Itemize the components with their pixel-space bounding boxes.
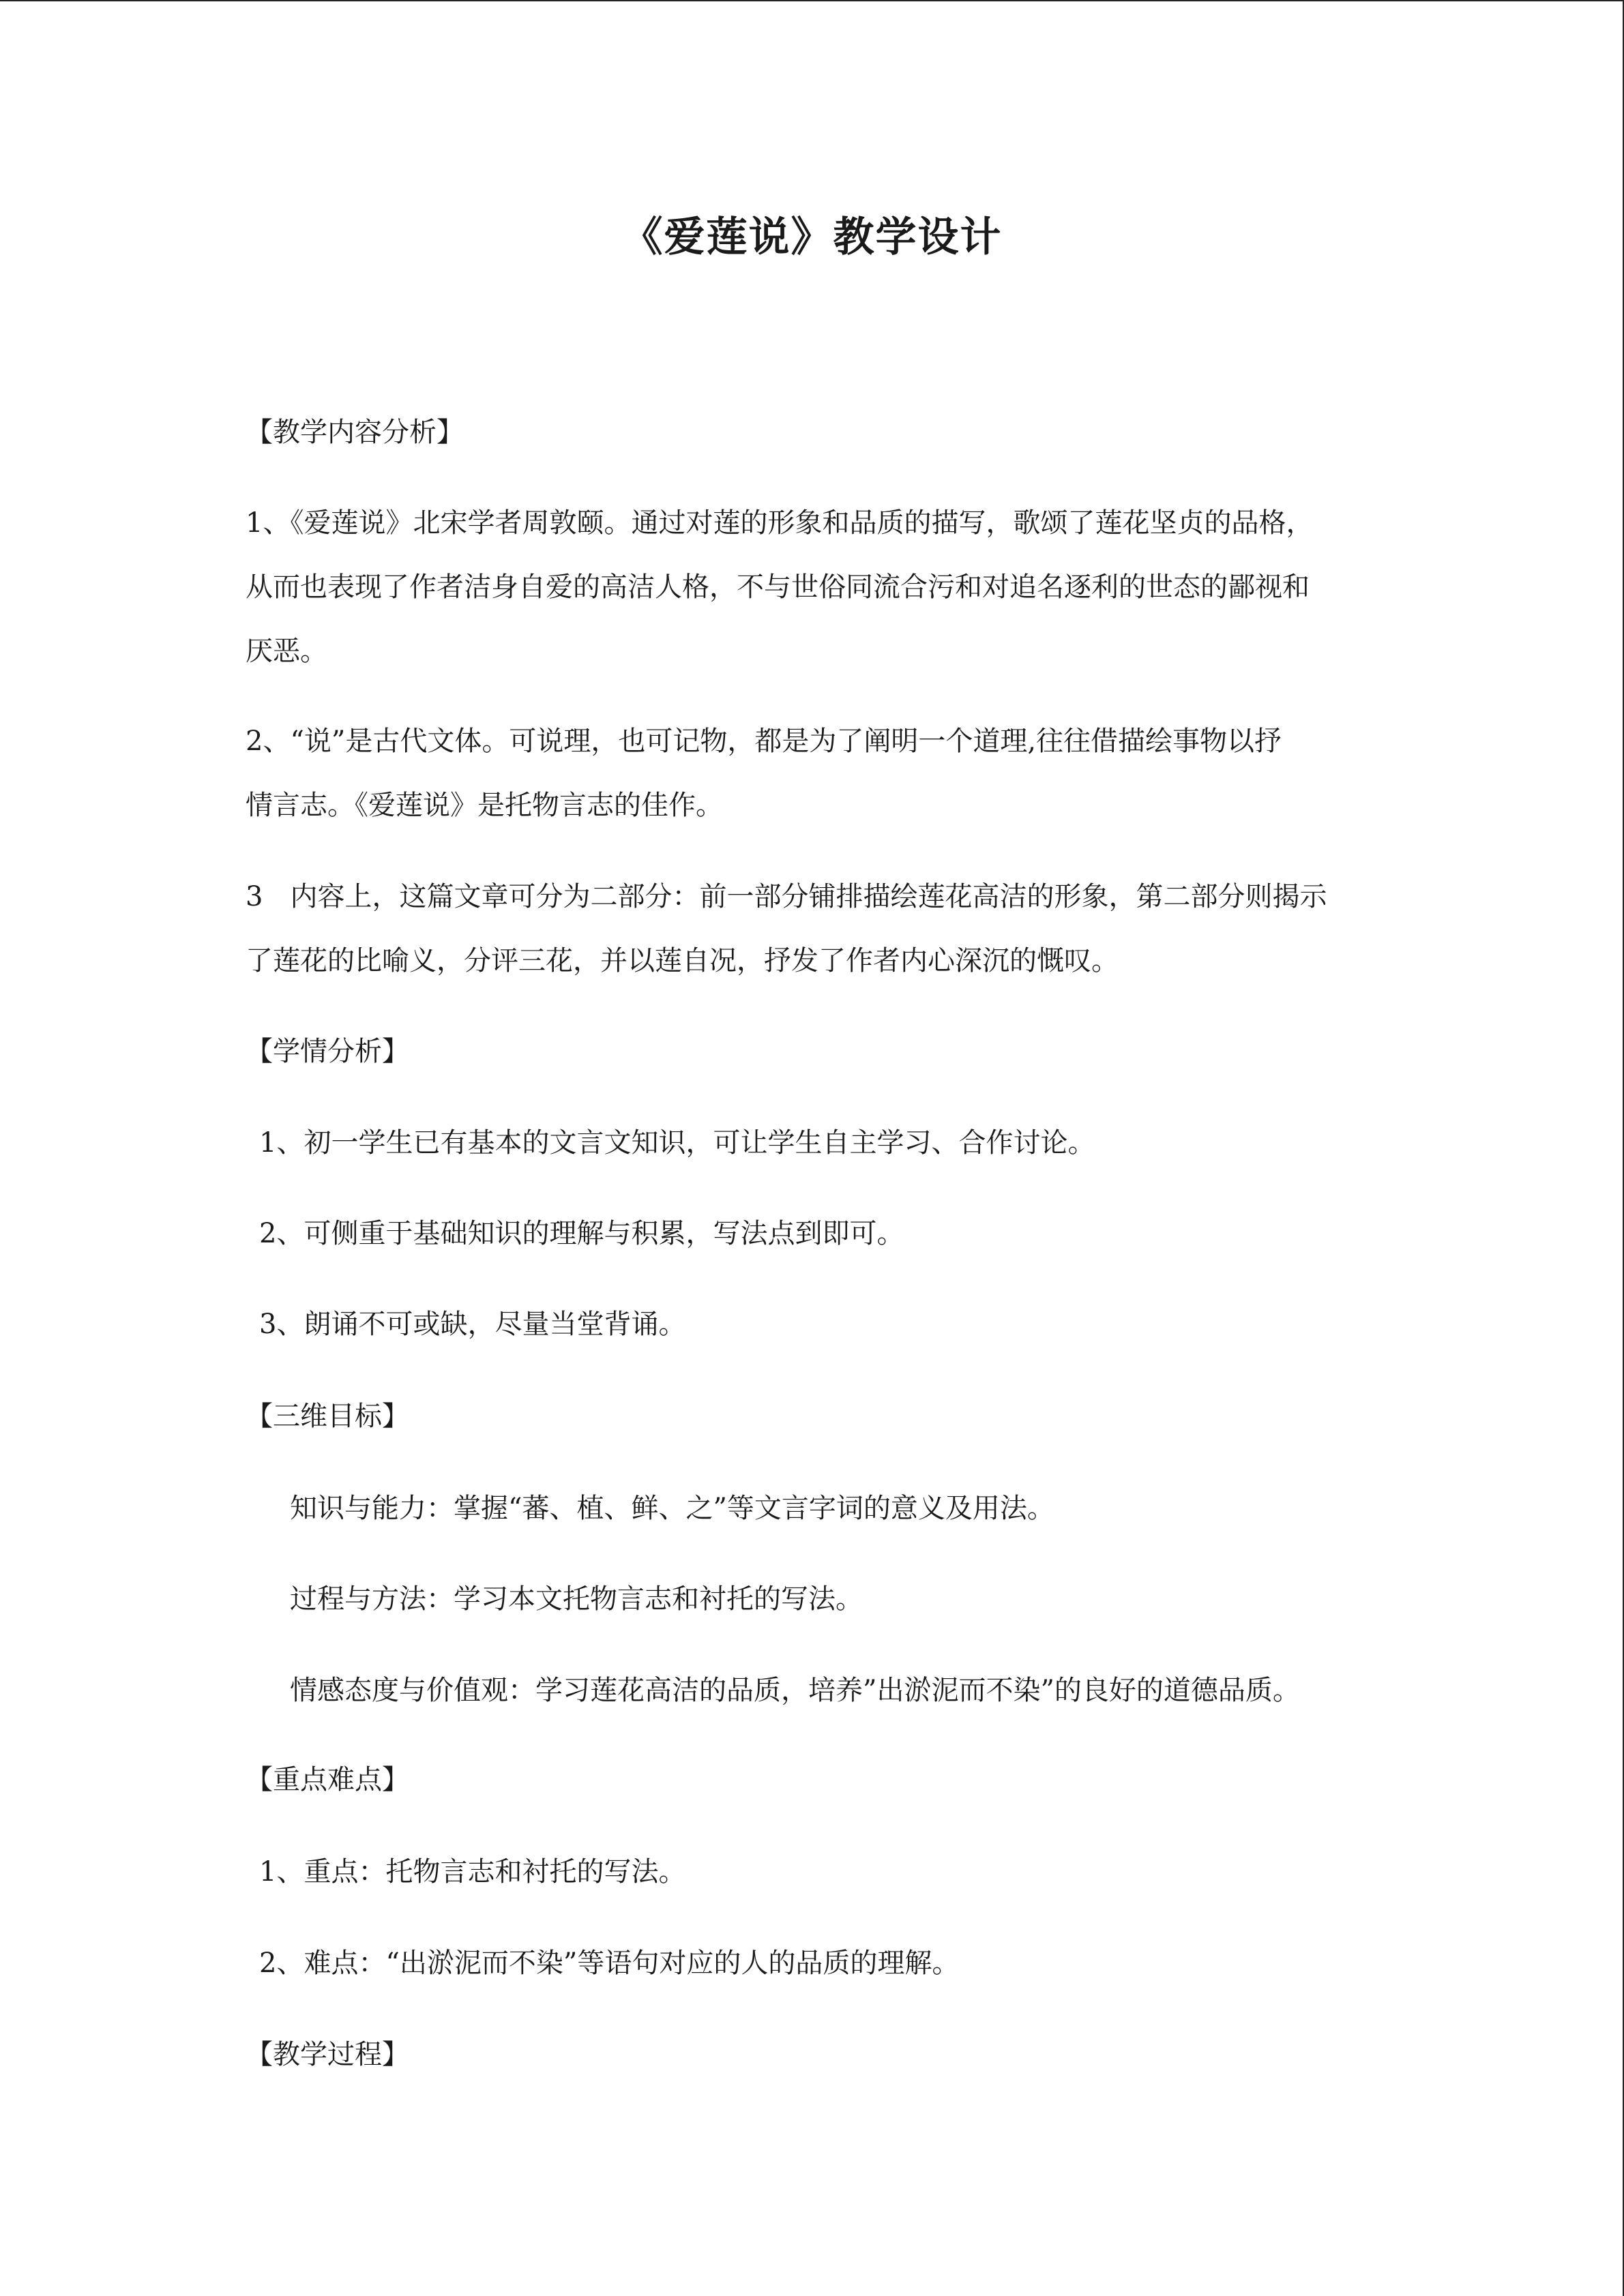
student-analysis-item3: 3、朗诵不可或缺，尽量当堂背诵。 [259, 1309, 686, 1340]
heading-teaching-process: 【教学过程】 [246, 2039, 409, 2070]
student-analysis-item1: 1、初一学生已有基本的文言文知识，可让学生自主学习、合作讨论。 [259, 1127, 1095, 1159]
heading-student-analysis: 【学情分析】 [246, 1036, 409, 1067]
content-analysis-item1-line1: 1、《爱莲说》北宋学者周敦颐。通过对莲的形象和品质的描写，歌颂了莲花坚贞的品格， [246, 507, 1314, 539]
heading-key-points: 【重点难点】 [246, 1764, 409, 1795]
document-title: 《爱莲说》教学设计 [621, 213, 1003, 261]
heading-content-analysis: 【教学内容分析】 [246, 417, 464, 448]
heading-goals: 【三维目标】 [246, 1401, 409, 1432]
content-analysis-item2-line2: 情言志。《爱莲说》是托物言志的佳作。 [246, 790, 723, 821]
goal-emotion: 情感态度与价值观：学习莲花高洁的品质，培养”出淤泥而不染”的良好的道德品质。 [290, 1675, 1300, 1706]
content-analysis-item1-line3: 厌恶。 [246, 636, 327, 667]
student-analysis-item2: 2、可侧重于基础知识的理解与积累，写法点到即可。 [259, 1218, 904, 1249]
key-point-difficulty: 2、难点：“出淤泥而不染”等语句对应的人的品质的理解。 [259, 1948, 960, 1979]
content-analysis-item3-line1: 3 内容上，这篇文章可分为二部分：前一部分铺排描绘莲花高洁的形象，第二部分则揭示 [246, 881, 1327, 912]
goal-process: 过程与方法：学习本文托物言志和衬托的写法。 [290, 1583, 863, 1615]
content-analysis-item2-line1: 2、“说”是古代文体。可说理，也可记物，都是为了阐明一个道理,往往借描绘事物以抒 [246, 726, 1282, 757]
content-analysis-item1-line2: 从而也表现了作者洁身自爱的高洁人格，不与世俗同流合污和对追名逐利的世态的鄙视和 [246, 571, 1310, 603]
goal-knowledge: 知识与能力：掌握“蕃、植、鲜、之”等文言字词的意义及用法。 [290, 1493, 1054, 1524]
key-point-focus: 1、重点：托物言志和衬托的写法。 [259, 1856, 686, 1888]
content-analysis-item3-line2: 了莲花的比喻义，分评三花，并以莲自况，抒发了作者内心深沉的慨叹。 [246, 945, 1119, 976]
